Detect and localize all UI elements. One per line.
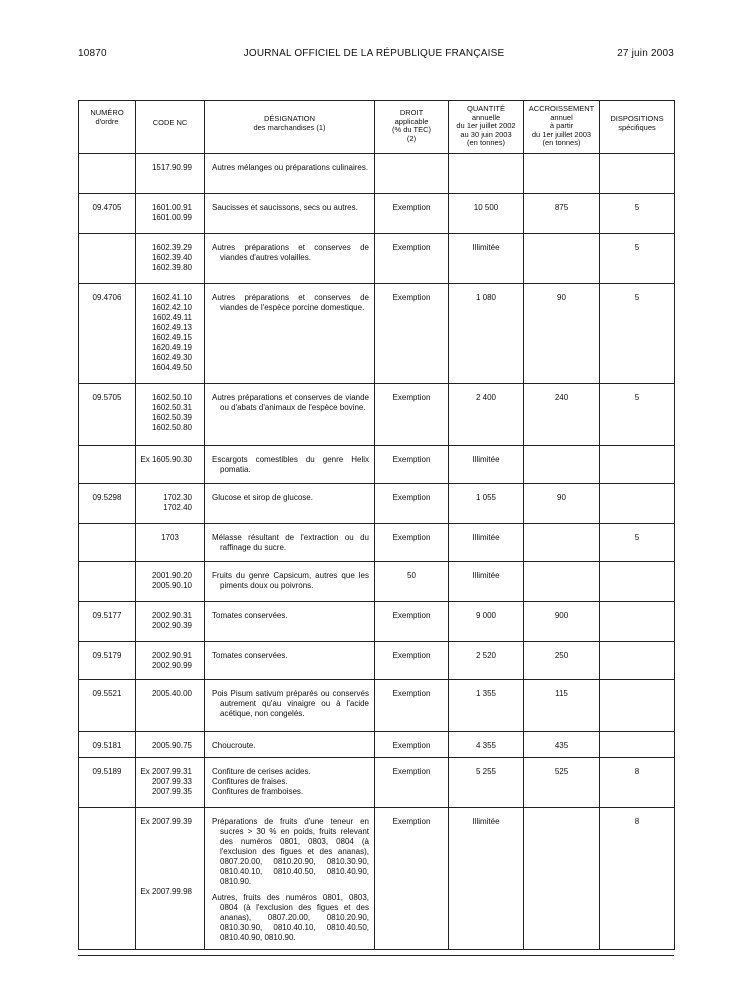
accroissement-annuel-cell (524, 680, 600, 732)
accroissement-annuel: 90 (557, 493, 566, 502)
publication-date: 27 juin 2003 (617, 48, 674, 59)
dispositions-specifiques-cell (600, 680, 675, 732)
order-number-cell (79, 234, 136, 284)
quantite-annuelle: 4 355 (475, 741, 497, 750)
code-nc-cell (136, 808, 205, 950)
order-number (79, 234, 135, 243)
code-nc: 1703 (161, 533, 179, 542)
dispositions-specifiques-cell (600, 234, 675, 284)
designation-line: Pois Pisum sativum préparés ou conservés autrement qu'au vinaigre ou à l'acide acétique, non congelés. (212, 689, 369, 718)
accroissement-annuel-cell (524, 484, 600, 524)
quantite-annuelle: 2 520 (475, 651, 497, 660)
accroissement-annuel-cell (524, 758, 600, 808)
dispositions-specifiques-cell (600, 194, 675, 234)
droit-applicable-cell (375, 384, 449, 446)
quantite-annuelle: 1 355 (475, 689, 497, 698)
table-row (79, 524, 675, 562)
quantite-annuelle: Illimitée (472, 533, 500, 542)
quantite-annuelle: 2 400 (475, 393, 497, 402)
code-nc: Ex 2007.99.39 Ex 2007.99.98 (140, 817, 192, 896)
accroissement-annuel: 875 (554, 203, 569, 212)
designation-cell (205, 154, 375, 194)
designation-cell (205, 732, 375, 758)
order-number: 09.4705 (92, 203, 122, 212)
dispositions-specifiques: 5 (634, 293, 640, 302)
dispositions-specifiques-cell (600, 154, 675, 194)
accroissement-annuel (524, 524, 599, 533)
journal-title: JOURNAL OFFICIEL DE LA RÉPUBLIQUE FRANÇAISE (243, 48, 505, 59)
code-nc: 2002.90.31 2002.90.39 (151, 611, 192, 630)
quantite-annuelle: Illimitée (472, 243, 500, 252)
accroissement-annuel (524, 808, 599, 817)
designation-line: Autres préparations et conserves de viandes de l'espèce porcine domestique. (212, 293, 369, 312)
dispositions-specifiques: 8 (634, 817, 640, 826)
table-header-row (79, 101, 675, 154)
designation-line: Tomates conservées. (212, 651, 288, 660)
designation-line: Saucisses et saucissons, secs ou autres. (212, 203, 358, 212)
quantite-annuelle-cell (449, 194, 524, 234)
code-nc: Ex 1605.90.30 (140, 455, 192, 464)
quantite-annuelle: 5 255 (475, 767, 497, 776)
accroissement-annuel-cell (524, 194, 600, 234)
droit-applicable-cell (375, 602, 449, 642)
quantite-annuelle-cell (449, 234, 524, 284)
order-number-cell (79, 602, 136, 642)
designation-cell (205, 446, 375, 484)
dispositions-specifiques-cell (600, 732, 675, 758)
accroissement-annuel: 115 (555, 689, 568, 698)
designation-cell (205, 680, 375, 732)
order-number-cell (79, 284, 136, 384)
order-number: 09.5705 (92, 393, 122, 402)
accroissement-annuel (524, 154, 599, 163)
dispositions-specifiques (600, 562, 674, 571)
col-header-dispositions: DISPOSITIONS spécifiques (600, 101, 675, 154)
table-row (79, 758, 675, 808)
accroissement-annuel-cell (524, 562, 600, 602)
droit-applicable: Exemption (392, 393, 431, 402)
droit-applicable-cell (375, 642, 449, 680)
droit-applicable-cell (375, 680, 449, 732)
quantite-annuelle-cell (449, 484, 524, 524)
code-nc-cell (136, 680, 205, 732)
dispositions-specifiques: 5 (634, 243, 640, 252)
code-nc: Ex 2007.99.31 2007.99.33 2007.99.35 (140, 767, 192, 796)
quantite-annuelle-cell (449, 284, 524, 384)
code-nc: 2002.90.91 2002.90.99 (151, 651, 192, 670)
droit-applicable-cell (375, 284, 449, 384)
dispositions-specifiques: 5 (634, 533, 640, 542)
dispositions-specifiques (600, 446, 674, 455)
table-row (79, 602, 675, 642)
quantite-annuelle-cell (449, 642, 524, 680)
accroissement-annuel-cell (524, 732, 600, 758)
designation-line: Confitures de fraises. (212, 777, 288, 786)
dispositions-specifiques (600, 602, 674, 611)
quantite-annuelle-cell (449, 808, 524, 950)
dispositions-specifiques-cell (600, 524, 675, 562)
table-row (79, 284, 675, 384)
dispositions-specifiques-cell (600, 642, 675, 680)
accroissement-annuel: 240 (554, 393, 569, 402)
designation-cell (205, 194, 375, 234)
designation-cell (205, 524, 375, 562)
code-nc-cell (136, 758, 205, 808)
accroissement-annuel: 90 (557, 293, 566, 302)
order-number-cell (79, 524, 136, 562)
dispositions-specifiques (600, 484, 674, 493)
order-number-cell (79, 758, 136, 808)
designation-cell (205, 758, 375, 808)
quantite-annuelle-cell (449, 562, 524, 602)
designation-cell (205, 602, 375, 642)
droit-applicable: Exemption (392, 741, 431, 750)
order-number (79, 562, 135, 571)
designation-line: Autres mélanges ou préparations culinaires. (212, 163, 369, 172)
col-header-quantite: QUANTITÉ annuelle du 1er juillet 2002 au 30 juin 2003 (en tonnes) (449, 101, 524, 154)
col-header-droit: DROIT applicable (% du TEC) (2) (375, 101, 449, 154)
dispositions-specifiques-cell (600, 284, 675, 384)
order-number: 09.5177 (92, 611, 122, 620)
code-nc-cell (136, 562, 205, 602)
droit-applicable: Exemption (392, 493, 431, 502)
dispositions-specifiques: 5 (634, 393, 640, 402)
quantite-annuelle: Illimitée (472, 817, 500, 826)
col-header-designation: DÉSIGNATION des marchandises (1) (205, 101, 375, 154)
table-row (79, 680, 675, 732)
code-nc-cell (136, 384, 205, 446)
designation-line: Glucose et sirop de glucose. (212, 493, 313, 502)
designation-cell (205, 808, 375, 950)
order-number: 09.5521 (92, 689, 122, 698)
code-nc: 1602.41.10 1602.42.10 1602.49.11 1602.49.13 1602.49.15 1620.49.19 1602.49.30 1604.49.50 (151, 293, 192, 372)
tariff-quota-table (78, 100, 675, 950)
designation-line: Fruits du genre Capsicum, autres que les piments doux ou poivrons. (212, 571, 369, 590)
table-bottom-rule (78, 955, 674, 956)
order-number: 09.5181 (92, 741, 122, 750)
droit-applicable-cell (375, 446, 449, 484)
code-nc-cell (136, 154, 205, 194)
dispositions-specifiques: 8 (634, 767, 640, 776)
order-number-cell (79, 642, 136, 680)
order-number-cell (79, 732, 136, 758)
dispositions-specifiques-cell (600, 808, 675, 950)
table-row (79, 194, 675, 234)
col-header-numero: NUMÉRO d'ordre (79, 101, 136, 154)
order-number-cell (79, 194, 136, 234)
order-number (79, 154, 135, 163)
code-nc-cell (136, 234, 205, 284)
dispositions-specifiques-cell (600, 384, 675, 446)
droit-applicable: Exemption (392, 767, 431, 776)
code-nc-cell (136, 284, 205, 384)
code-nc: 2005.40.00 (151, 689, 192, 698)
droit-applicable-cell (375, 234, 449, 284)
code-nc: 2005.90.75 (151, 741, 192, 750)
code-nc-cell (136, 484, 205, 524)
dispositions-specifiques-cell (600, 758, 675, 808)
droit-applicable: Exemption (392, 689, 431, 698)
table-row (79, 642, 675, 680)
table-row (79, 484, 675, 524)
accroissement-annuel (524, 562, 599, 571)
quantite-annuelle: Illimitée (472, 455, 500, 464)
quantite-annuelle-cell (449, 732, 524, 758)
quantite-annuelle: Illimitée (472, 571, 500, 580)
order-number-cell (79, 384, 136, 446)
order-number: 09.4706 (92, 293, 122, 302)
code-nc: 1702.30 1702.40 (163, 493, 192, 512)
accroissement-annuel-cell (524, 446, 600, 484)
table-row (79, 562, 675, 602)
order-number (79, 446, 135, 455)
table-row (79, 446, 675, 484)
designation-line: Confitures de framboises. (212, 787, 304, 796)
dispositions-specifiques (600, 642, 674, 651)
code-nc-cell (136, 194, 205, 234)
designation-cell (205, 284, 375, 384)
designation-line: Escargots comestibles du genre Helix pomatia. (212, 455, 369, 474)
droit-applicable: Exemption (392, 611, 431, 620)
accroissement-annuel-cell (524, 234, 600, 284)
quantite-annuelle-cell (449, 446, 524, 484)
designation-line: Choucroute. (212, 741, 256, 750)
accroissement-annuel (524, 234, 599, 243)
order-number (79, 808, 135, 817)
quantite-annuelle-cell (449, 680, 524, 732)
accroissement-annuel-cell (524, 602, 600, 642)
table-row (79, 808, 675, 950)
order-number: 09.5189 (92, 767, 122, 776)
droit-applicable-cell (375, 562, 449, 602)
order-number-cell (79, 484, 136, 524)
designation-cell (205, 234, 375, 284)
code-nc-cell (136, 524, 205, 562)
designation-cell (205, 642, 375, 680)
code-nc: 1601.00.91 1601.00.99 (151, 203, 192, 222)
dispositions-specifiques (600, 154, 674, 163)
code-nc-cell (136, 446, 205, 484)
dispositions-specifiques: 5 (634, 203, 640, 212)
droit-applicable-cell (375, 524, 449, 562)
droit-applicable: Exemption (392, 293, 431, 302)
quantite-annuelle-cell (449, 758, 524, 808)
table-row (79, 234, 675, 284)
droit-applicable-cell (375, 732, 449, 758)
quantite-annuelle: 10 500 (473, 203, 499, 212)
quantite-annuelle: 1 055 (475, 493, 497, 502)
accroissement-annuel: 525 (554, 767, 569, 776)
code-nc: 2001.90.20 2005.90.10 (151, 571, 192, 590)
droit-applicable (375, 154, 448, 163)
designation-cell (205, 384, 375, 446)
droit-applicable-cell (375, 758, 449, 808)
quantite-annuelle-cell (449, 154, 524, 194)
droit-applicable-cell (375, 808, 449, 950)
code-nc-cell (136, 642, 205, 680)
accroissement-annuel: 250 (554, 651, 569, 660)
designation-line: Autres préparations et conserves de viande ou d'abats d'animaux de l'espèce bovine. (212, 393, 369, 412)
accroissement-annuel (524, 446, 599, 455)
accroissement-annuel-cell (524, 154, 600, 194)
designation-line: Tomates conservées. (212, 611, 288, 620)
table-row (79, 732, 675, 758)
quantite-annuelle-cell (449, 602, 524, 642)
code-nc: 1602.50.10 1602.50.31 1602.50.39 1602.50.80 (151, 393, 192, 432)
accroissement-annuel: 900 (554, 611, 569, 620)
designation-line: Autres préparations et conserves de viandes d'autres volailles. (212, 243, 369, 262)
quantite-annuelle: 1 080 (475, 293, 497, 302)
table-row (79, 384, 675, 446)
order-number-cell (79, 446, 136, 484)
droit-applicable: Exemption (392, 243, 431, 252)
order-number-cell (79, 562, 136, 602)
droit-applicable: Exemption (392, 817, 431, 826)
code-nc: 1517.90.99 (151, 163, 192, 172)
order-number-cell (79, 808, 136, 950)
accroissement-annuel-cell (524, 524, 600, 562)
dispositions-specifiques-cell (600, 484, 675, 524)
droit-applicable: Exemption (392, 455, 431, 464)
designation-cell (205, 562, 375, 602)
droit-applicable: Exemption (392, 203, 431, 212)
page-number: 10870 (78, 48, 107, 59)
dispositions-specifiques (600, 732, 674, 741)
code-nc: 1602.39.29 1602.39.40 1602.39.80 (151, 243, 192, 272)
droit-applicable-cell (375, 484, 449, 524)
designation-line: Mélasse résultant de l'extraction ou du raffinage du sucre. (212, 533, 369, 552)
order-number (79, 524, 135, 533)
designation-line: Confiture de cerises acides. (212, 767, 311, 776)
droit-applicable: Exemption (392, 533, 431, 542)
dispositions-specifiques (600, 680, 674, 689)
order-number: 09.5179 (92, 651, 122, 660)
quantite-annuelle-cell (449, 384, 524, 446)
accroissement-annuel-cell (524, 284, 600, 384)
accroissement-annuel-cell (524, 808, 600, 950)
order-number-cell (79, 154, 136, 194)
accroissement-annuel-cell (524, 642, 600, 680)
dispositions-specifiques-cell (600, 602, 675, 642)
col-header-code-nc: CODE NC (136, 101, 205, 154)
designation-cell (205, 484, 375, 524)
quantite-annuelle (449, 154, 523, 163)
order-number-cell (79, 680, 136, 732)
accroissement-annuel-cell (524, 384, 600, 446)
designation-line: Autres, fruits des numéros 0801, 0803, 0804 (à l'exclusion des figues et des ananas), 0807.20.00, 0810.20.90, 0810.30.90, 0810.40.10, 0810.40.50, 0810.40.90, 0810.90. (212, 893, 369, 942)
code-nc-cell (136, 732, 205, 758)
dispositions-specifiques-cell (600, 446, 675, 484)
quantite-annuelle-cell (449, 524, 524, 562)
droit-applicable-cell (375, 194, 449, 234)
droit-applicable: Exemption (392, 651, 431, 660)
droit-applicable: 50 (407, 571, 416, 580)
designation-line: Préparations de fruits d'une teneur en sucres > 30 % en poids, fruits relevant des numéros 0801, 0803, 0804 (à l'exclusion des figues et des ananas), 0807.20.00, 0810.20.90, 0810.30.90, 0810.40.10, 0810.40.50, 0810.40.90, 0810.90. (212, 817, 369, 886)
dispositions-specifiques-cell (600, 562, 675, 602)
droit-applicable-cell (375, 154, 449, 194)
table-row (79, 154, 675, 194)
order-number: 09.5298 (92, 493, 122, 502)
accroissement-annuel: 435 (554, 741, 569, 750)
col-header-accroissement: ACCROISSEMENT annuel à partir du 1er juillet 2003 (en tonnes) (524, 101, 600, 154)
quantite-annuelle: 9 000 (475, 611, 497, 620)
code-nc-cell (136, 602, 205, 642)
